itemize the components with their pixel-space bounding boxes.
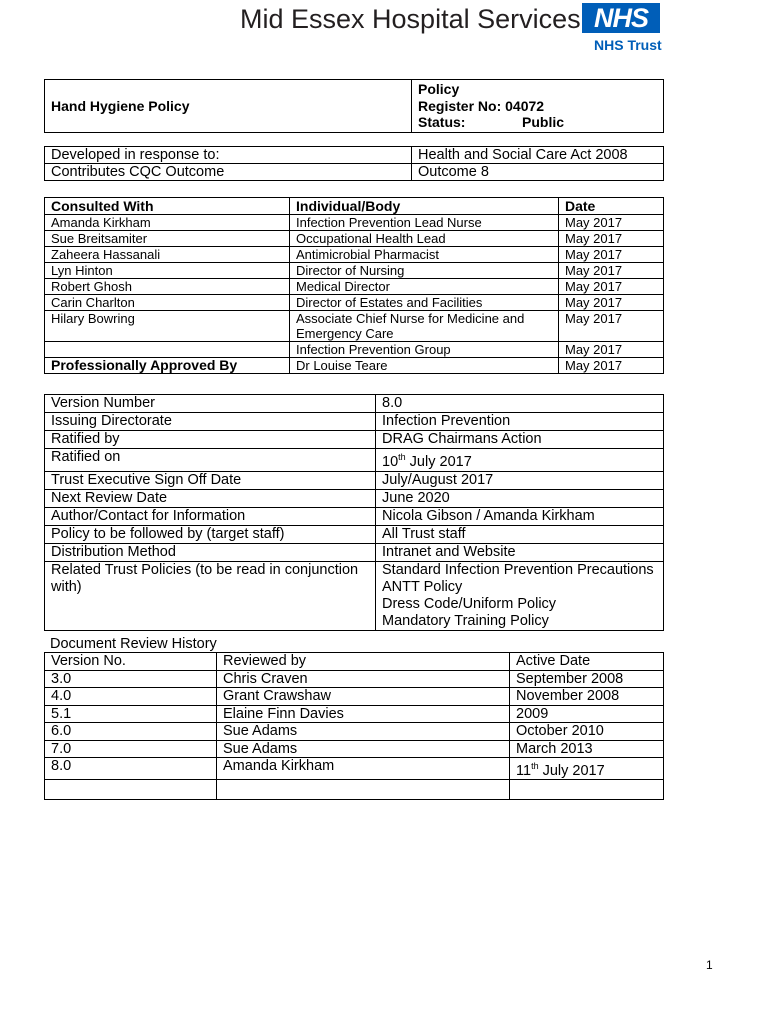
table-row bbox=[45, 507, 664, 525]
consulted-date: May 2017 bbox=[559, 279, 664, 295]
reviewer: Grant Crawshaw bbox=[217, 688, 510, 706]
table-row bbox=[45, 431, 664, 449]
detail-label: Ratified on bbox=[45, 449, 376, 472]
consulted-body: Medical Director bbox=[290, 279, 559, 295]
consulted-date: May 2017 bbox=[559, 263, 664, 279]
table-row bbox=[45, 561, 664, 630]
detail-label: Ratified by bbox=[45, 431, 376, 449]
context-label: Contributes CQC Outcome bbox=[45, 164, 412, 181]
related-policy: Mandatory Training Policy bbox=[382, 612, 549, 629]
empty-cell bbox=[510, 780, 664, 800]
detail-value: Intranet and Website bbox=[376, 543, 664, 561]
consulted-date: May 2017 bbox=[559, 311, 664, 342]
ratified-month: July 2017 bbox=[405, 453, 472, 470]
review-history-table bbox=[44, 652, 664, 800]
table-row bbox=[45, 670, 664, 688]
detail-label: Policy to be followed by (target staff) bbox=[45, 525, 376, 543]
detail-value: 8.0 bbox=[376, 395, 664, 413]
table-header-row bbox=[45, 653, 664, 671]
detail-value: Infection Prevention bbox=[376, 413, 664, 431]
detail-label: Next Review Date bbox=[45, 489, 376, 507]
policy-label: Policy bbox=[418, 81, 460, 97]
table-row bbox=[45, 247, 664, 263]
trust-label: NHS Trust bbox=[594, 37, 662, 53]
consulted-name: Sue Breitsamiter bbox=[45, 231, 290, 247]
policy-title: Hand Hygiene Policy bbox=[45, 80, 412, 133]
column-header: Reviewed by bbox=[217, 653, 510, 671]
table-row bbox=[45, 723, 664, 741]
version-number: 6.0 bbox=[45, 723, 217, 741]
version-number: 3.0 bbox=[45, 670, 217, 688]
context-value: Health and Social Care Act 2008 bbox=[412, 147, 664, 164]
column-header: Date bbox=[559, 198, 664, 215]
context-table bbox=[44, 146, 664, 181]
table-row bbox=[45, 164, 664, 181]
consulted-name: Robert Ghosh bbox=[45, 279, 290, 295]
table-row bbox=[45, 688, 664, 706]
consulted-body: Director of Estates and Facilities bbox=[290, 295, 559, 311]
reviewer: Amanda Kirkham bbox=[217, 758, 510, 780]
detail-label: Trust Executive Sign Off Date bbox=[45, 471, 376, 489]
table-row bbox=[45, 342, 664, 358]
consulted-name: Hilary Bowring bbox=[45, 311, 290, 342]
column-header: Version No. bbox=[45, 653, 217, 671]
approved-label: Professionally Approved By bbox=[45, 358, 290, 374]
consulted-date: May 2017 bbox=[559, 342, 664, 358]
table-row bbox=[45, 543, 664, 561]
detail-value: All Trust staff bbox=[376, 525, 664, 543]
consulted-name: Amanda Kirkham bbox=[45, 215, 290, 231]
detail-label: Issuing Directorate bbox=[45, 413, 376, 431]
table-row bbox=[45, 358, 664, 374]
related-policy: Dress Code/Uniform Policy bbox=[382, 595, 557, 612]
status-value: Public bbox=[522, 114, 565, 130]
table-row bbox=[45, 471, 664, 489]
detail-label: Related Trust Policies (to be read in conjunction with) bbox=[45, 561, 376, 630]
table-row bbox=[45, 525, 664, 543]
column-header: Consulted With bbox=[45, 198, 290, 215]
policy-title-table bbox=[44, 79, 664, 133]
table-row bbox=[45, 279, 664, 295]
column-header: Active Date bbox=[510, 653, 664, 671]
table-row bbox=[45, 263, 664, 279]
consulted-name: Lyn Hinton bbox=[45, 263, 290, 279]
table-row bbox=[45, 413, 664, 431]
table-row bbox=[45, 705, 664, 723]
document-header bbox=[0, 0, 768, 60]
table-row bbox=[45, 489, 664, 507]
table-row bbox=[45, 758, 664, 780]
active-date: March 2013 bbox=[510, 740, 664, 758]
consulted-body: Associate Chief Nurse for Medicine and Emergency Care bbox=[290, 311, 559, 342]
reviewer: Elaine Finn Davies bbox=[217, 705, 510, 723]
active-date: October 2010 bbox=[510, 723, 664, 741]
page-number: 1 bbox=[706, 958, 713, 972]
active-month: July 2017 bbox=[538, 762, 605, 779]
review-history-caption: Document Review History bbox=[50, 636, 217, 652]
organisation-name: Mid Essex Hospital Services bbox=[240, 4, 581, 34]
active-date: November 2008 bbox=[510, 688, 664, 706]
nhs-logo: NHS bbox=[582, 3, 660, 33]
table-row bbox=[45, 295, 664, 311]
consulted-name bbox=[45, 342, 290, 358]
reviewer: Sue Adams bbox=[217, 723, 510, 741]
related-policy: Standard Infection Prevention Precautions bbox=[382, 561, 654, 578]
consulted-name: Carin Charlton bbox=[45, 295, 290, 311]
detail-value bbox=[376, 449, 664, 472]
active-date: 2009 bbox=[510, 705, 664, 723]
table-row-empty bbox=[45, 780, 664, 800]
consulted-body: Antimicrobial Pharmacist bbox=[290, 247, 559, 263]
consulted-body: Occupational Health Lead bbox=[290, 231, 559, 247]
active-date bbox=[510, 758, 664, 780]
active-date: September 2008 bbox=[510, 670, 664, 688]
ordinal-suffix: th bbox=[531, 761, 539, 771]
reviewer: Sue Adams bbox=[217, 740, 510, 758]
context-value: Outcome 8 bbox=[412, 164, 664, 181]
table-row bbox=[45, 147, 664, 164]
active-day: 11 bbox=[516, 762, 532, 779]
consultation-table bbox=[44, 197, 664, 374]
consulted-date: May 2017 bbox=[559, 215, 664, 231]
detail-value: June 2020 bbox=[376, 489, 664, 507]
table-row bbox=[45, 740, 664, 758]
table-row bbox=[45, 215, 664, 231]
table-row bbox=[45, 449, 664, 472]
related-policy: ANTT Policy bbox=[382, 578, 463, 595]
empty-cell bbox=[217, 780, 510, 800]
version-number: 5.1 bbox=[45, 705, 217, 723]
table-header-row bbox=[45, 198, 664, 215]
status-label: Status: bbox=[418, 114, 466, 130]
detail-value bbox=[376, 561, 664, 630]
detail-value: Nicola Gibson / Amanda Kirkham bbox=[376, 507, 664, 525]
register-number: Register No: 04072 bbox=[418, 97, 545, 114]
detail-value: July/August 2017 bbox=[376, 471, 664, 489]
approved-by: Dr Louise Teare bbox=[290, 358, 559, 374]
consulted-date: May 2017 bbox=[559, 247, 664, 263]
detail-label: Version Number bbox=[45, 395, 376, 413]
ordinal-suffix: th bbox=[398, 452, 406, 462]
version-number: 4.0 bbox=[45, 688, 217, 706]
consulted-body: Infection Prevention Group bbox=[290, 342, 559, 358]
consulted-name: Zaheera Hassanali bbox=[45, 247, 290, 263]
table-row bbox=[45, 311, 664, 342]
consulted-body: Director of Nursing bbox=[290, 263, 559, 279]
detail-label: Distribution Method bbox=[45, 543, 376, 561]
policy-details-table bbox=[44, 394, 664, 631]
context-label: Developed in response to: bbox=[45, 147, 412, 164]
consulted-date: May 2017 bbox=[559, 295, 664, 311]
column-header: Individual/Body bbox=[290, 198, 559, 215]
detail-value: DRAG Chairmans Action bbox=[376, 431, 664, 449]
empty-cell bbox=[45, 780, 217, 800]
consulted-date: May 2017 bbox=[559, 231, 664, 247]
table-row bbox=[45, 395, 664, 413]
table-row bbox=[45, 231, 664, 247]
status-line bbox=[418, 114, 657, 131]
reviewer: Chris Craven bbox=[217, 670, 510, 688]
consulted-body: Infection Prevention Lead Nurse bbox=[290, 215, 559, 231]
policy-register-info bbox=[412, 80, 664, 133]
version-number: 7.0 bbox=[45, 740, 217, 758]
version-number: 8.0 bbox=[45, 758, 217, 780]
approved-date: May 2017 bbox=[559, 358, 664, 374]
detail-label: Author/Contact for Information bbox=[45, 507, 376, 525]
ratified-day: 10 bbox=[382, 453, 399, 470]
